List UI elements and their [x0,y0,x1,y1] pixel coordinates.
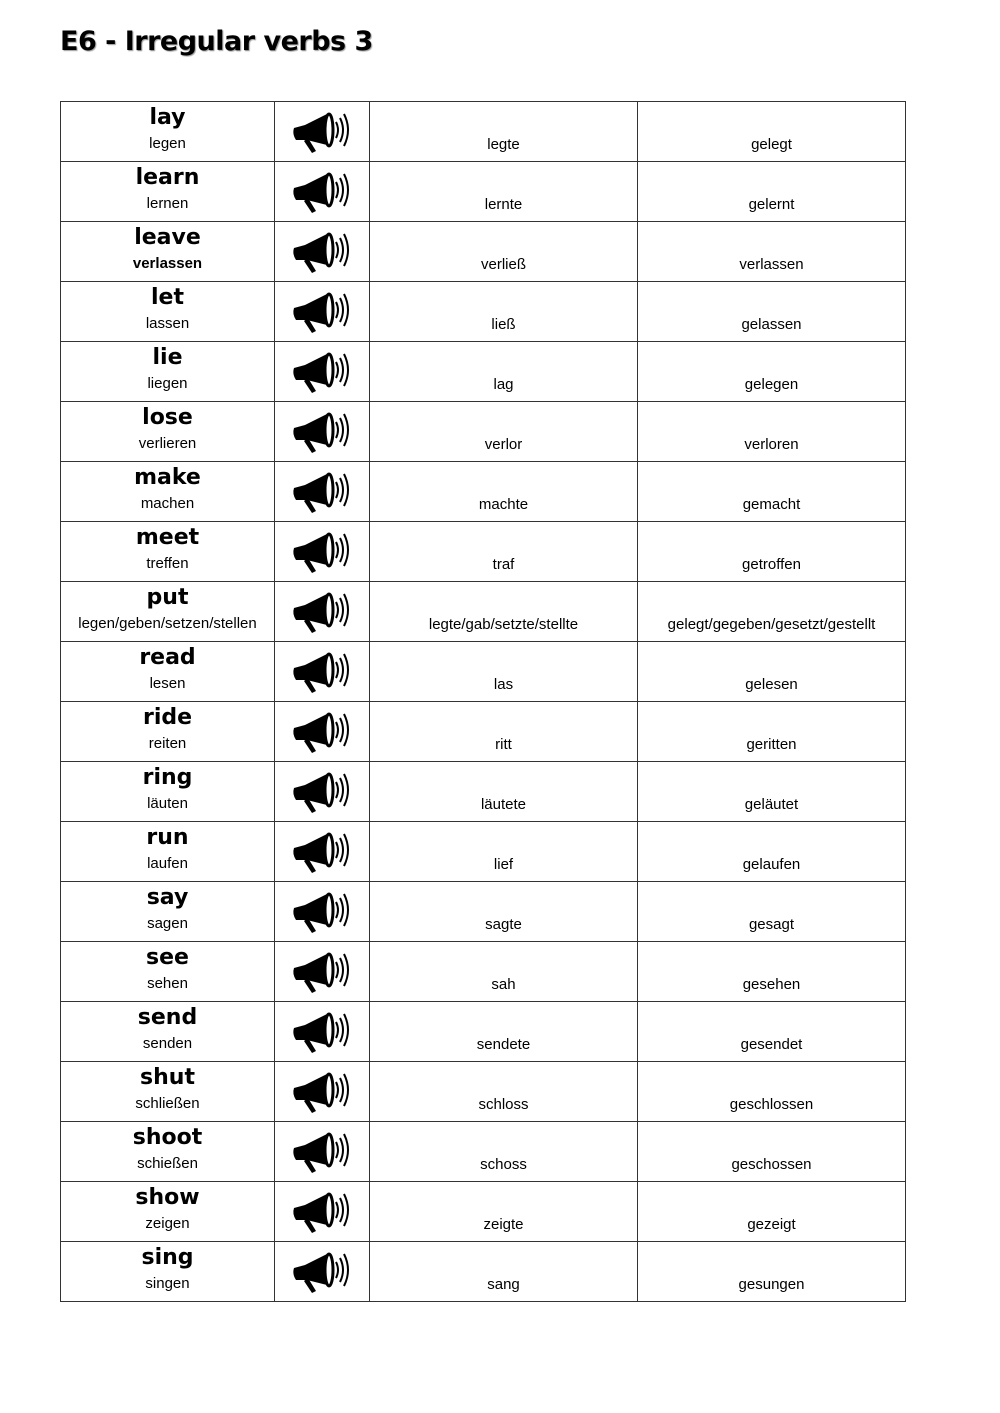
past-tense: traf [492,556,515,573]
past-participle-cell [638,582,906,642]
past-participle: gelassen [741,316,802,333]
verb-translation: verlassen [132,255,203,272]
past-participle-cell [638,222,906,282]
past-participle: gelegt [751,136,792,153]
verb-translation: legen [149,135,186,152]
speaker-icon[interactable] [291,108,353,156]
audio-cell [275,1182,370,1242]
speaker-icon[interactable] [291,768,353,816]
verb-translation: singen [145,1275,190,1292]
past-tense: verlor [484,436,523,453]
speaker-icon[interactable] [291,588,353,636]
speaker-icon[interactable] [291,528,353,576]
past-participle-cell [638,1122,906,1182]
base-form-cell [61,582,275,642]
table-row [61,1122,906,1182]
speaker-icon[interactable] [291,708,353,756]
past-tense-cell [370,102,638,162]
past-participle: gelaufen [742,856,801,873]
base-form-cell [61,1122,275,1182]
past-participle-cell [638,162,906,222]
verb-translation: lernen [146,195,189,212]
past-participle: gelegt/gegeben/gesetzt/gestellt [667,616,876,633]
base-form-cell [61,342,275,402]
base-form-cell [61,1182,275,1242]
table-row [61,1182,906,1242]
table-row [61,582,906,642]
base-form-cell [61,462,275,522]
base-verb: meet [135,525,200,550]
speaker-icon[interactable] [291,468,353,516]
verb-translation: lassen [145,315,190,332]
past-tense-cell [370,582,638,642]
past-participle-cell [638,1002,906,1062]
past-tense-cell [370,882,638,942]
table-row [61,162,906,222]
base-verb: lose [142,405,193,430]
past-participle: geschossen [731,1156,812,1173]
past-participle: geschlossen [729,1096,814,1113]
base-form-cell [61,402,275,462]
verb-translation: verlieren [138,435,197,452]
past-tense-cell [370,1122,638,1182]
verb-translation: laufen [147,855,188,872]
audio-cell [275,222,370,282]
audio-cell [275,162,370,222]
speaker-icon[interactable] [291,228,353,276]
verb-translation: machen [140,495,195,512]
table-row [61,222,906,282]
audio-cell [275,1242,370,1302]
table-row [61,342,906,402]
table-row [61,642,906,702]
past-tense-cell [370,462,638,522]
speaker-icon[interactable] [291,168,353,216]
past-tense: lernte [484,196,523,213]
past-tense: legte/gab/setzte/stellte [428,616,579,633]
audio-cell [275,462,370,522]
past-participle: gesendet [740,1036,803,1053]
base-verb: ring [142,765,193,790]
base-form-cell [61,102,275,162]
base-verb: sing [141,1245,194,1270]
table-row [61,282,906,342]
past-tense-cell [370,702,638,762]
past-participle: gelesen [745,676,798,693]
speaker-icon[interactable] [291,1248,353,1296]
speaker-icon[interactable] [291,1188,353,1236]
speaker-icon[interactable] [291,348,353,396]
base-verb: read [139,645,196,670]
past-participle: verlassen [739,256,804,273]
past-tense-cell [370,342,638,402]
base-form-cell [61,762,275,822]
past-participle-cell [638,102,906,162]
speaker-icon[interactable] [291,888,353,936]
base-form-cell [61,942,275,1002]
past-tense-cell [370,1182,638,1242]
past-tense-cell [370,402,638,462]
audio-cell [275,522,370,582]
past-tense: ließ [491,316,516,333]
audio-cell [275,642,370,702]
past-tense-cell [370,762,638,822]
verb-translation: zeigen [145,1215,190,1232]
past-tense: sah [491,976,516,993]
past-tense-cell [370,642,638,702]
past-participle: geläutet [744,796,799,813]
audio-cell [275,762,370,822]
past-tense: lief [493,856,514,873]
speaker-icon[interactable] [291,288,353,336]
past-participle: gesagt [748,916,795,933]
past-tense-cell [370,162,638,222]
past-participle-cell [638,462,906,522]
audio-cell [275,882,370,942]
base-form-cell [61,1062,275,1122]
past-tense: sagte [485,916,522,933]
base-form-cell [61,522,275,582]
past-tense: verließ [480,256,526,273]
audio-cell [275,102,370,162]
table-row [61,1242,906,1302]
audio-cell [275,342,370,402]
past-tense-cell [370,822,638,882]
past-tense: machte [478,496,529,513]
base-form-cell [61,1242,275,1302]
audio-cell [275,282,370,342]
audio-cell [275,582,370,642]
past-tense: legte [487,136,520,153]
base-verb: ride [142,705,193,730]
past-participle-cell [638,1242,906,1302]
base-verb: leave [134,225,201,250]
past-participle-cell [638,942,906,1002]
base-verb: learn [135,165,200,190]
verb-translation: legen/geben/setzen/stellen [78,615,257,632]
past-participle: gesungen [738,1276,805,1293]
past-tense: zeigte [483,1216,524,1233]
past-participle: gemacht [742,496,801,513]
past-participle-cell [638,762,906,822]
table-row [61,942,906,1002]
past-tense-cell [370,282,638,342]
past-tense: lag [493,376,514,393]
past-participle: getroffen [742,556,801,573]
base-form-cell [61,882,275,942]
table-row [61,102,906,162]
audio-cell [275,1062,370,1122]
speaker-icon[interactable] [291,948,353,996]
past-participle-cell [638,642,906,702]
speaker-icon[interactable] [291,408,353,456]
past-participle: gesehen [742,976,801,993]
base-verb: run [146,825,189,850]
speaker-icon[interactable] [291,1068,353,1116]
table-row [61,1062,906,1122]
past-participle-cell [638,282,906,342]
base-verb: shut [140,1065,195,1090]
table-row [61,522,906,582]
past-participle: geritten [746,736,797,753]
past-tense-cell [370,1062,638,1122]
past-tense-cell [370,1002,638,1062]
speaker-icon[interactable] [291,1128,353,1176]
verb-translation: reiten [148,735,187,752]
past-participle-cell [638,702,906,762]
past-tense: sendete [476,1036,531,1053]
base-verb: show [135,1185,200,1210]
audio-cell [275,822,370,882]
base-form-cell [61,222,275,282]
verb-translation: treffen [146,555,189,572]
past-tense-cell [370,1242,638,1302]
speaker-icon[interactable] [291,648,353,696]
audio-cell [275,942,370,1002]
base-verb: send [137,1005,198,1030]
speaker-icon[interactable] [291,1008,353,1056]
table-row [61,702,906,762]
verb-translation: sehen [147,975,188,992]
verb-table [60,101,906,1302]
past-participle: gelernt [748,196,795,213]
past-participle: verloren [744,436,799,453]
base-form-cell [61,822,275,882]
base-verb: say [146,885,189,910]
base-form-cell [61,162,275,222]
verb-translation: lesen [149,675,186,692]
verb-translation: läuten [147,795,188,812]
verb-translation: liegen [147,375,188,392]
table-row [61,462,906,522]
past-tense-cell [370,522,638,582]
past-participle: gelegen [744,376,799,393]
past-participle: gezeigt [747,1216,796,1233]
verb-translation: schießen [137,1155,198,1172]
base-verb: shoot [132,1125,203,1150]
audio-cell [275,702,370,762]
verb-translation: senden [142,1035,193,1052]
base-verb: lie [152,345,183,370]
past-tense: ritt [495,736,512,753]
base-form-cell [61,1002,275,1062]
table-row [61,402,906,462]
past-tense: sang [487,1276,520,1293]
past-participle-cell [638,882,906,942]
base-verb: put [146,585,189,610]
table-row [61,762,906,822]
past-participle-cell [638,522,906,582]
past-participle-cell [638,342,906,402]
past-tense-cell [370,222,638,282]
base-verb: make [134,465,201,490]
base-form-cell [61,642,275,702]
base-verb: let [151,285,184,310]
audio-cell [275,402,370,462]
past-tense: schoss [480,1156,527,1173]
speaker-icon[interactable] [291,828,353,876]
base-verb: see [146,945,189,970]
audio-cell [275,1002,370,1062]
past-tense: las [493,676,514,693]
past-tense: läutete [480,796,527,813]
verb-translation: sagen [147,915,188,932]
base-verb: lay [149,105,186,130]
base-form-cell [61,282,275,342]
past-participle-cell [638,402,906,462]
table-row [61,1002,906,1062]
table-row [61,822,906,882]
verb-translation: schließen [135,1095,200,1112]
page-title: E6 - Irregular verbs 3 [60,26,373,57]
past-participle-cell [638,1182,906,1242]
past-tense-cell [370,942,638,1002]
past-participle-cell [638,822,906,882]
past-tense: schloss [478,1096,529,1113]
past-participle-cell [638,1062,906,1122]
base-form-cell [61,702,275,762]
table-row [61,882,906,942]
audio-cell [275,1122,370,1182]
